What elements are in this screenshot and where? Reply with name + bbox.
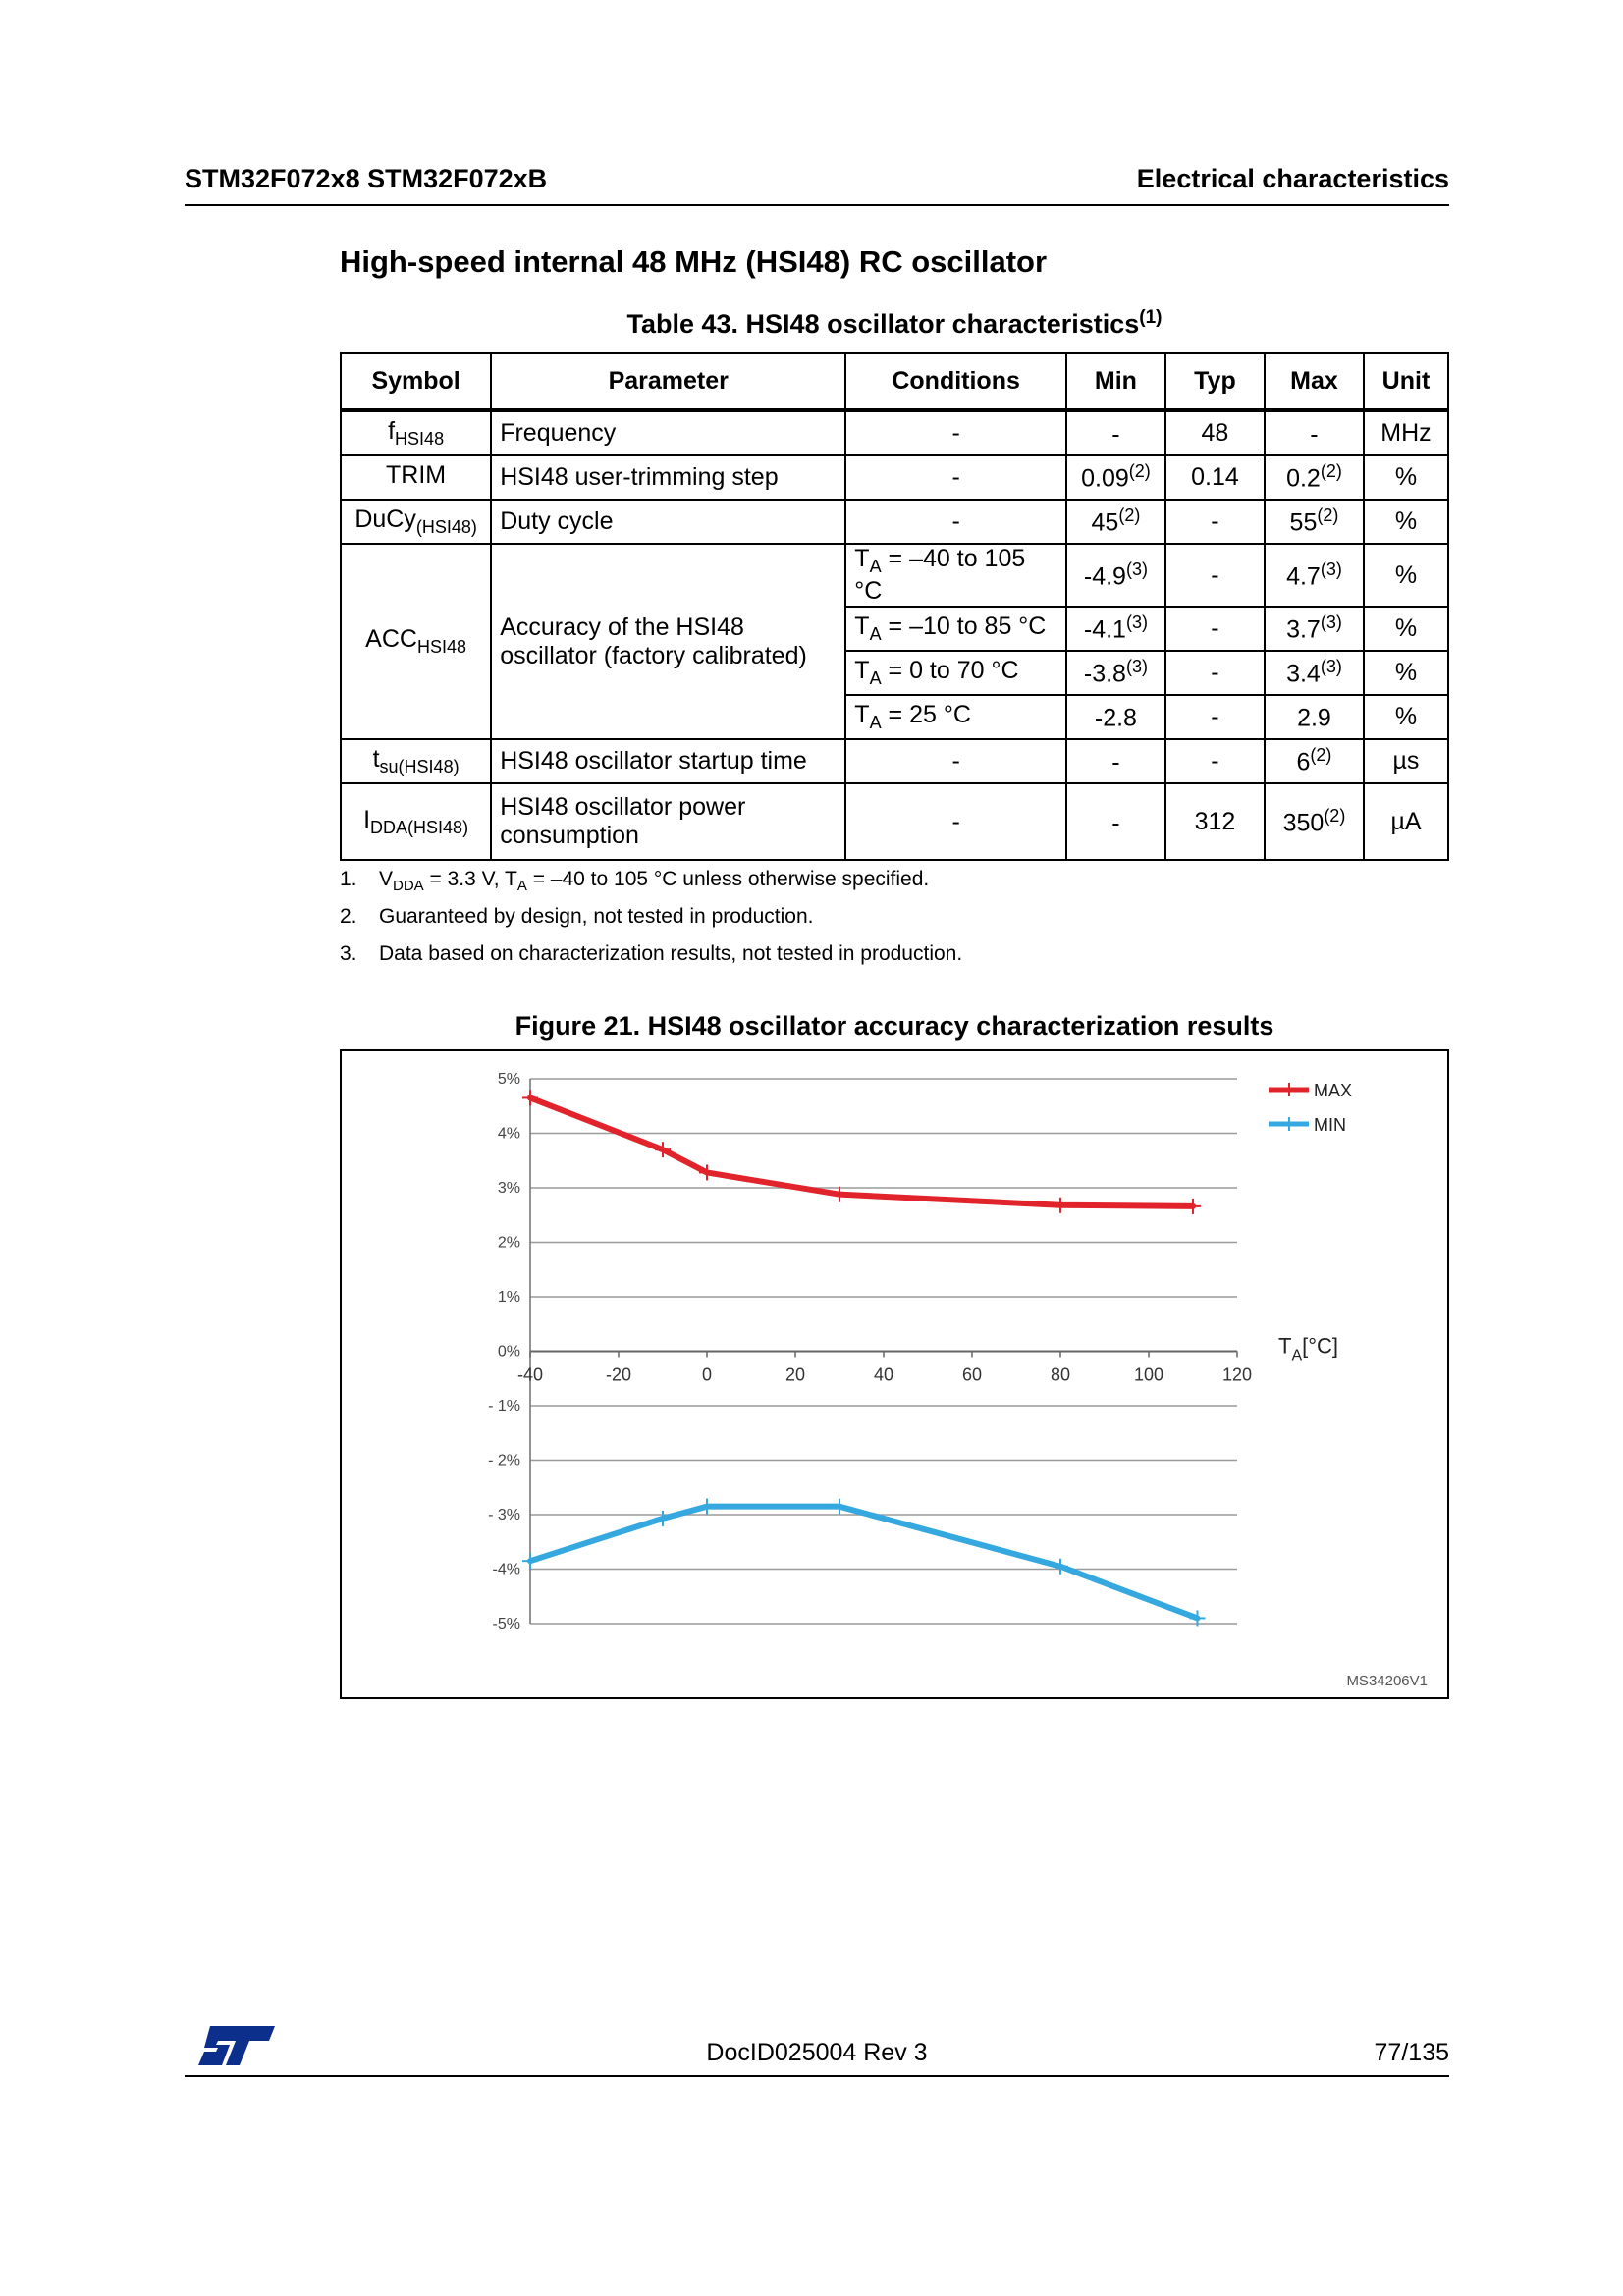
legend-label-min: MIN	[1314, 1115, 1346, 1135]
data-point-max	[1185, 1199, 1201, 1214]
parameter-cell: Frequency	[491, 410, 845, 455]
typ-cell: -	[1165, 500, 1265, 544]
table-header-row	[341, 353, 1448, 410]
x-tick-label: 80	[1050, 1364, 1071, 1385]
unit-cell: µs	[1364, 739, 1448, 783]
unit-cell: %	[1364, 607, 1448, 651]
x-tick-labels	[517, 1365, 1252, 1385]
conditions-cell: -	[845, 410, 1066, 455]
y-tick-label: 2%	[497, 1234, 520, 1252]
section-title: High-speed internal 48 MHz (HSI48) RC oscillator	[340, 244, 1048, 279]
chapter-title: Electrical characteristics	[1136, 164, 1449, 193]
hsi48-characteristics-table	[340, 352, 1449, 861]
x-axis-label: $T_A[^\circ C]$	[1278, 1333, 1339, 1364]
figure-id: MS34206V1	[1346, 1673, 1428, 1689]
min-cell: -	[1066, 739, 1165, 783]
y-tick-label: 0%	[497, 1343, 520, 1361]
table-caption	[340, 307, 1449, 340]
min-cell: -2.8	[1066, 695, 1165, 739]
x-tick-label: 40	[873, 1364, 894, 1385]
max-cell: 6$^{(2)}$	[1265, 739, 1364, 783]
conditions-cell: $T_A = -10$ to 85 °C	[845, 607, 1066, 651]
note-1	[340, 868, 1449, 905]
parameter-cell: HSI48 user-trimming step	[491, 455, 845, 500]
table-row	[341, 544, 1448, 607]
note-2	[340, 905, 1449, 942]
typ-cell: 48	[1165, 410, 1265, 455]
table-notes	[340, 868, 1449, 980]
min-cell: -4.1$^{(3)}$	[1066, 607, 1165, 651]
min-cell: -	[1066, 783, 1165, 860]
y-tick-label: - 3%	[488, 1507, 520, 1523]
symbol-cell: $ACC_{HSI48}$	[341, 544, 491, 739]
y-tick-label: - 2%	[488, 1452, 520, 1469]
document-id: DocID025004 Rev 3	[706, 2039, 928, 2066]
table-row	[341, 455, 1448, 500]
unit-cell: MHz	[1364, 410, 1448, 455]
figure-caption: Figure 21. HSI48 oscillator accuracy characterization results	[514, 1011, 1274, 1041]
legend-label-max: MAX	[1314, 1081, 1353, 1100]
max-cell: 55$^{(2)}$	[1265, 500, 1364, 544]
table-caption-text: Table 43. HSI48 oscillator characteristics	[626, 309, 1140, 339]
min-cell: 45$^{(2)}$	[1066, 500, 1165, 544]
header-unit: Unit	[1364, 353, 1448, 410]
typ-cell: -	[1165, 544, 1265, 607]
header-min: Min	[1066, 353, 1165, 410]
conditions-cell: -	[845, 783, 1066, 860]
unit-cell: %	[1364, 695, 1448, 739]
data-point-max	[1053, 1198, 1068, 1213]
data-point-min	[655, 1511, 671, 1526]
chart-series	[522, 1090, 1206, 1626]
note-number: 3.	[340, 942, 357, 965]
min-cell: 0.09$^{(2)}$	[1066, 455, 1165, 500]
x-tick-label: 100	[1133, 1364, 1164, 1385]
x-tick-label: 20	[784, 1364, 806, 1385]
typ-cell: -	[1165, 607, 1265, 651]
conditions-cell: $T_A = -40$ to 105 °C	[845, 544, 1066, 607]
max-cell: 4.7$^{(3)}$	[1265, 544, 1364, 607]
typ-cell: 312	[1165, 783, 1265, 860]
symbol-cell: $I_{DDA(HSI48)}$	[341, 783, 491, 860]
max-cell: 350$^{(2)}$	[1265, 783, 1364, 860]
table-row	[341, 783, 1448, 860]
parameter-cell: Accuracy of the HSI48 oscillator (factory calibrated)	[491, 544, 845, 739]
table-row	[341, 500, 1448, 544]
x-tick-label: 120	[1221, 1364, 1253, 1385]
y-tick-label: - 1%	[488, 1398, 520, 1415]
document-title: STM32F072x8 STM32F072xB	[185, 164, 548, 193]
y-tick-label: 5%	[497, 1071, 520, 1088]
typ-cell: 0.14	[1165, 455, 1265, 500]
max-cell: 0.2$^{(2)}$	[1265, 455, 1364, 500]
unit-cell: %	[1364, 455, 1448, 500]
note-number: 1.	[340, 868, 357, 890]
x-tick-label: -20	[605, 1364, 632, 1385]
data-point-min	[522, 1553, 538, 1569]
y-tick-label: -5%	[492, 1616, 520, 1632]
chart-legend	[1269, 1081, 1352, 1135]
typ-cell: -	[1165, 651, 1265, 695]
x-tick-label: 0	[701, 1364, 713, 1385]
conditions-cell: -	[845, 500, 1066, 544]
parameter-cell: HSI48 oscillator startup time	[491, 739, 845, 783]
x-tick-label: 60	[961, 1364, 983, 1385]
min-cell: -4.9$^{(3)}$	[1066, 544, 1165, 607]
header-parameter: Parameter	[491, 353, 845, 410]
note-number: 2.	[340, 905, 357, 928]
note-text: $V_{DDA} = 3.3$ V, $T_A = -40$ to 105 °C unless otherwise specified.	[379, 868, 930, 895]
conditions-cell: -	[845, 739, 1066, 783]
data-point-max	[832, 1187, 847, 1202]
symbol-cell: $t_{su(HSI48)}$	[341, 739, 491, 783]
unit-cell: µA	[1364, 783, 1448, 860]
table-row	[341, 410, 1448, 455]
data-point-min	[832, 1499, 847, 1515]
max-cell: -	[1265, 410, 1364, 455]
y-tick-label: 1%	[497, 1289, 520, 1306]
accuracy-chart-frame	[340, 1049, 1449, 1699]
min-cell: -	[1066, 410, 1165, 455]
series-line-min	[530, 1507, 1198, 1619]
page-header	[185, 157, 1449, 206]
y-tick-labels	[488, 1071, 520, 1632]
symbol-cell: $f_{HSI48}$	[341, 410, 491, 455]
y-tick-label: -4%	[492, 1561, 520, 1578]
parameter-cell: HSI48 oscillator power consumption	[491, 783, 845, 860]
data-point-min	[1053, 1559, 1068, 1575]
parameter-cell: Duty cycle	[491, 500, 845, 544]
min-cell: -3.8$^{(3)}$	[1066, 651, 1165, 695]
header-typ: Typ	[1165, 353, 1265, 410]
unit-cell: %	[1364, 500, 1448, 544]
max-cell: 3.7$^{(3)}$	[1265, 607, 1364, 651]
y-tick-label: 4%	[497, 1125, 520, 1143]
unit-cell: %	[1364, 544, 1448, 607]
page-footer	[185, 2026, 1449, 2077]
typ-cell: -	[1165, 695, 1265, 739]
symbol-cell: TRIM	[341, 455, 491, 500]
max-cell: 3.4$^{(3)}$	[1265, 651, 1364, 695]
table-caption-note: (1)	[1139, 307, 1163, 328]
data-point-max	[522, 1090, 538, 1105]
note-text: Data based on characterization results, not tested in production.	[379, 942, 963, 965]
typ-cell: -	[1165, 739, 1265, 783]
chart-grid	[530, 1079, 1237, 1624]
header-max: Max	[1265, 353, 1364, 410]
accuracy-chart	[342, 1051, 1447, 1697]
conditions-cell: $T_A = 0$ to 70 °C	[845, 651, 1066, 695]
header-conditions: Conditions	[845, 353, 1066, 410]
header-symbol: Symbol	[341, 353, 491, 410]
note-text: Guaranteed by design, not tested in production.	[379, 905, 814, 928]
symbol-cell: DuCy$_{(HSI48)}$	[341, 500, 491, 544]
table-row	[341, 739, 1448, 783]
max-cell: 2.9	[1265, 695, 1364, 739]
conditions-cell: -	[845, 455, 1066, 500]
series-line-max	[530, 1097, 1193, 1205]
page-number: 77/135	[1374, 2039, 1449, 2066]
conditions-cell: $T_A = 25$ °C	[845, 695, 1066, 739]
y-tick-label: 3%	[497, 1180, 520, 1197]
unit-cell: %	[1364, 651, 1448, 695]
x-tick-label: -40	[516, 1364, 544, 1385]
data-point-min	[699, 1499, 715, 1515]
note-3	[340, 942, 1449, 980]
